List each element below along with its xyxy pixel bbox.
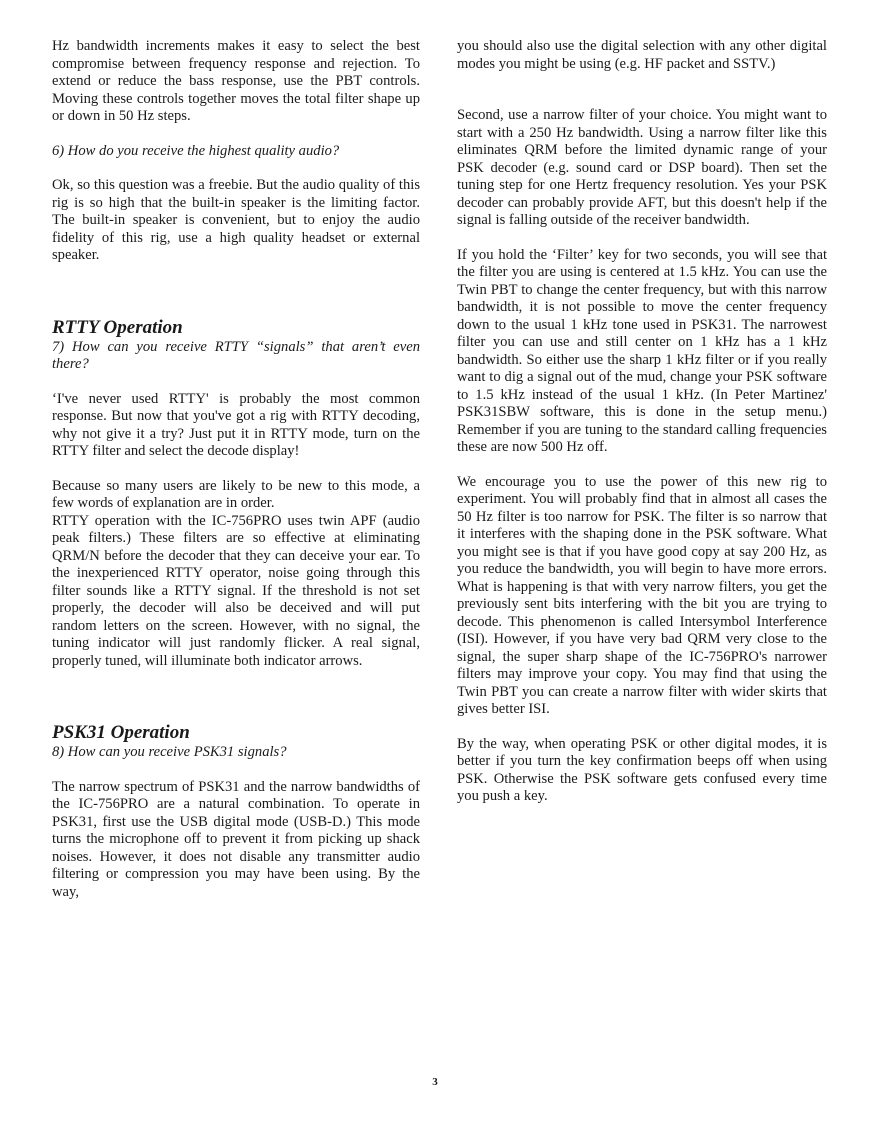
heading-rtty-operation: RTTY Operation — [52, 316, 183, 338]
question-8: 8) How can you receive PSK31 signals? — [52, 744, 287, 760]
left-column — [52, 38, 420, 901]
question-7: 7) How can you receive RTTY “signals” that aren’t even there? — [52, 338, 420, 372]
paragraph-key-beeps: By the way, when operating PSK or other digital modes, it is better if you turn the key confirmation beeps off when using PSK. Otherwise the PSK software gets confused every time you push a key. — [457, 735, 827, 804]
paragraph-audio-quality: Ok, so this question was a freebie. But the audio quality of this rig is so high that the built-in speaker is the limiting factor. The built-in speaker is convenient, but to enjoy the audio fidelity of this rig, use a high quality headset or external speaker. — [52, 177, 420, 263]
paragraph-psk31-intro: The narrow spectrum of PSK31 and the narrow bandwidths of the IC-756PRO are a natural combination. To operate in PSK31, first use the USB digital mode (USB-D.) This mode turns the microphone off to prevent it from picking up shack noises. However, it does not disable any transmitter audio filtering or compression you may have been using. By the way, — [52, 778, 420, 900]
heading-psk31-operation: PSK31 Operation — [52, 722, 190, 743]
right-column — [457, 38, 827, 806]
paragraph-rtty-explanation-intro: Because so many users are likely to be new to this mode, a few words of explanation are in order. — [52, 477, 420, 511]
paragraph-digital-selection: you should also use the digital selection with any other digital modes you might be using (e.g. HF packet and SSTV.) — [457, 38, 827, 72]
question-6: 6) How do you receive the highest quality audio? — [52, 142, 340, 159]
paragraph-rtty-apf: RTTY operation with the IC-756PRO uses twin APF (audio peak filters.) These filters are so effective at eliminating QRM/N before the decoder that they can deceive your ear. To the inexperienced RTTY operator, noise going through this filter sounds like a RTTY signal. If the threshold is not set properly, the decoder will also be deceived and will put random letters on the screen. However, with no signal, the tuning indicator will just randomly flicker. A real signal, properly tuned, will illuminate both indicator arrows. — [52, 512, 420, 669]
paragraph-narrow-filter: Second, use a narrow filter of your choice. You might want to start with a 250 Hz bandwidth. Using a narrow filter like this eliminates QRM before the limited dynamic range of your PSK decoder (e.g. sound card or DSP board). Then set the tuning step for one Hertz frequency resolution. Yes your PSK decoder can probably provide AFT, but this doesn't help if the signal is falling outside of the receiver bandwidth. — [457, 107, 827, 228]
paragraph-filter-bandwidth: Hz bandwidth increments makes it easy to select the best compromise between frequency response and rejection. To extend or reduce the bass response, use the PBT controls. Moving these controls together moves the total filter shape up or down in 50 Hz steps. — [52, 38, 420, 124]
paragraph-rtty-intro: ‘I've never used RTTY' is probably the most common response. But now that you've got a rig with RTTY decoding, why not give it a try? Just put it in RTTY mode, turn on the RTTY filter and select the decode display! — [52, 390, 420, 459]
paragraph-experiment: We encourage you to use the power of this new rig to experiment. You will probably find that in almost all cases the 50 Hz filter is too narrow for PSK. The filter is so narrow that it interferes with the shaping done in the PSK software. What you might see is that if you have good copy at say 200 Hz, as you reduce the bandwidth, you will begin to have more errors. What is happening is that with very narrow filters, you get the previously sent bits interfering with the bit you are trying to decode. This phenomenon is called Intersymbol Interference (ISI). However, if you have very bad QRM very close to the signal, the super sharp shape of the IC-756PRO's narrower filters may improve your copy. You may find that using the Twin PBT you can create a narrow filter with wider skirts that gives better ISI. — [457, 473, 827, 717]
paragraph-filter-key: If you hold the ‘Filter’ key for two seconds, you will see that the filter you are using is centered at 1.5 kHz. You can use the Twin PBT to change the center frequency, but with this narrow bandwidth, it is not possible to move the center frequency down to the usual 1 kHz tone used in PSK31. The narrowest filter you can use and still center on 1 kHz has a 1 kHz bandwidth. So either use the sharp 1 kHz filter or if you really want to dig a signal out of the mud, change your PSK software to 1.5 kHz instead of the usual 1 kHz. (In Peter Martinez' PSK31SBW software, this is done in the setup menu.) Remember if you are tuning to the standard calling frequencies these are now 500 Hz off. — [457, 246, 827, 455]
page-number: 3 — [432, 1076, 438, 1088]
